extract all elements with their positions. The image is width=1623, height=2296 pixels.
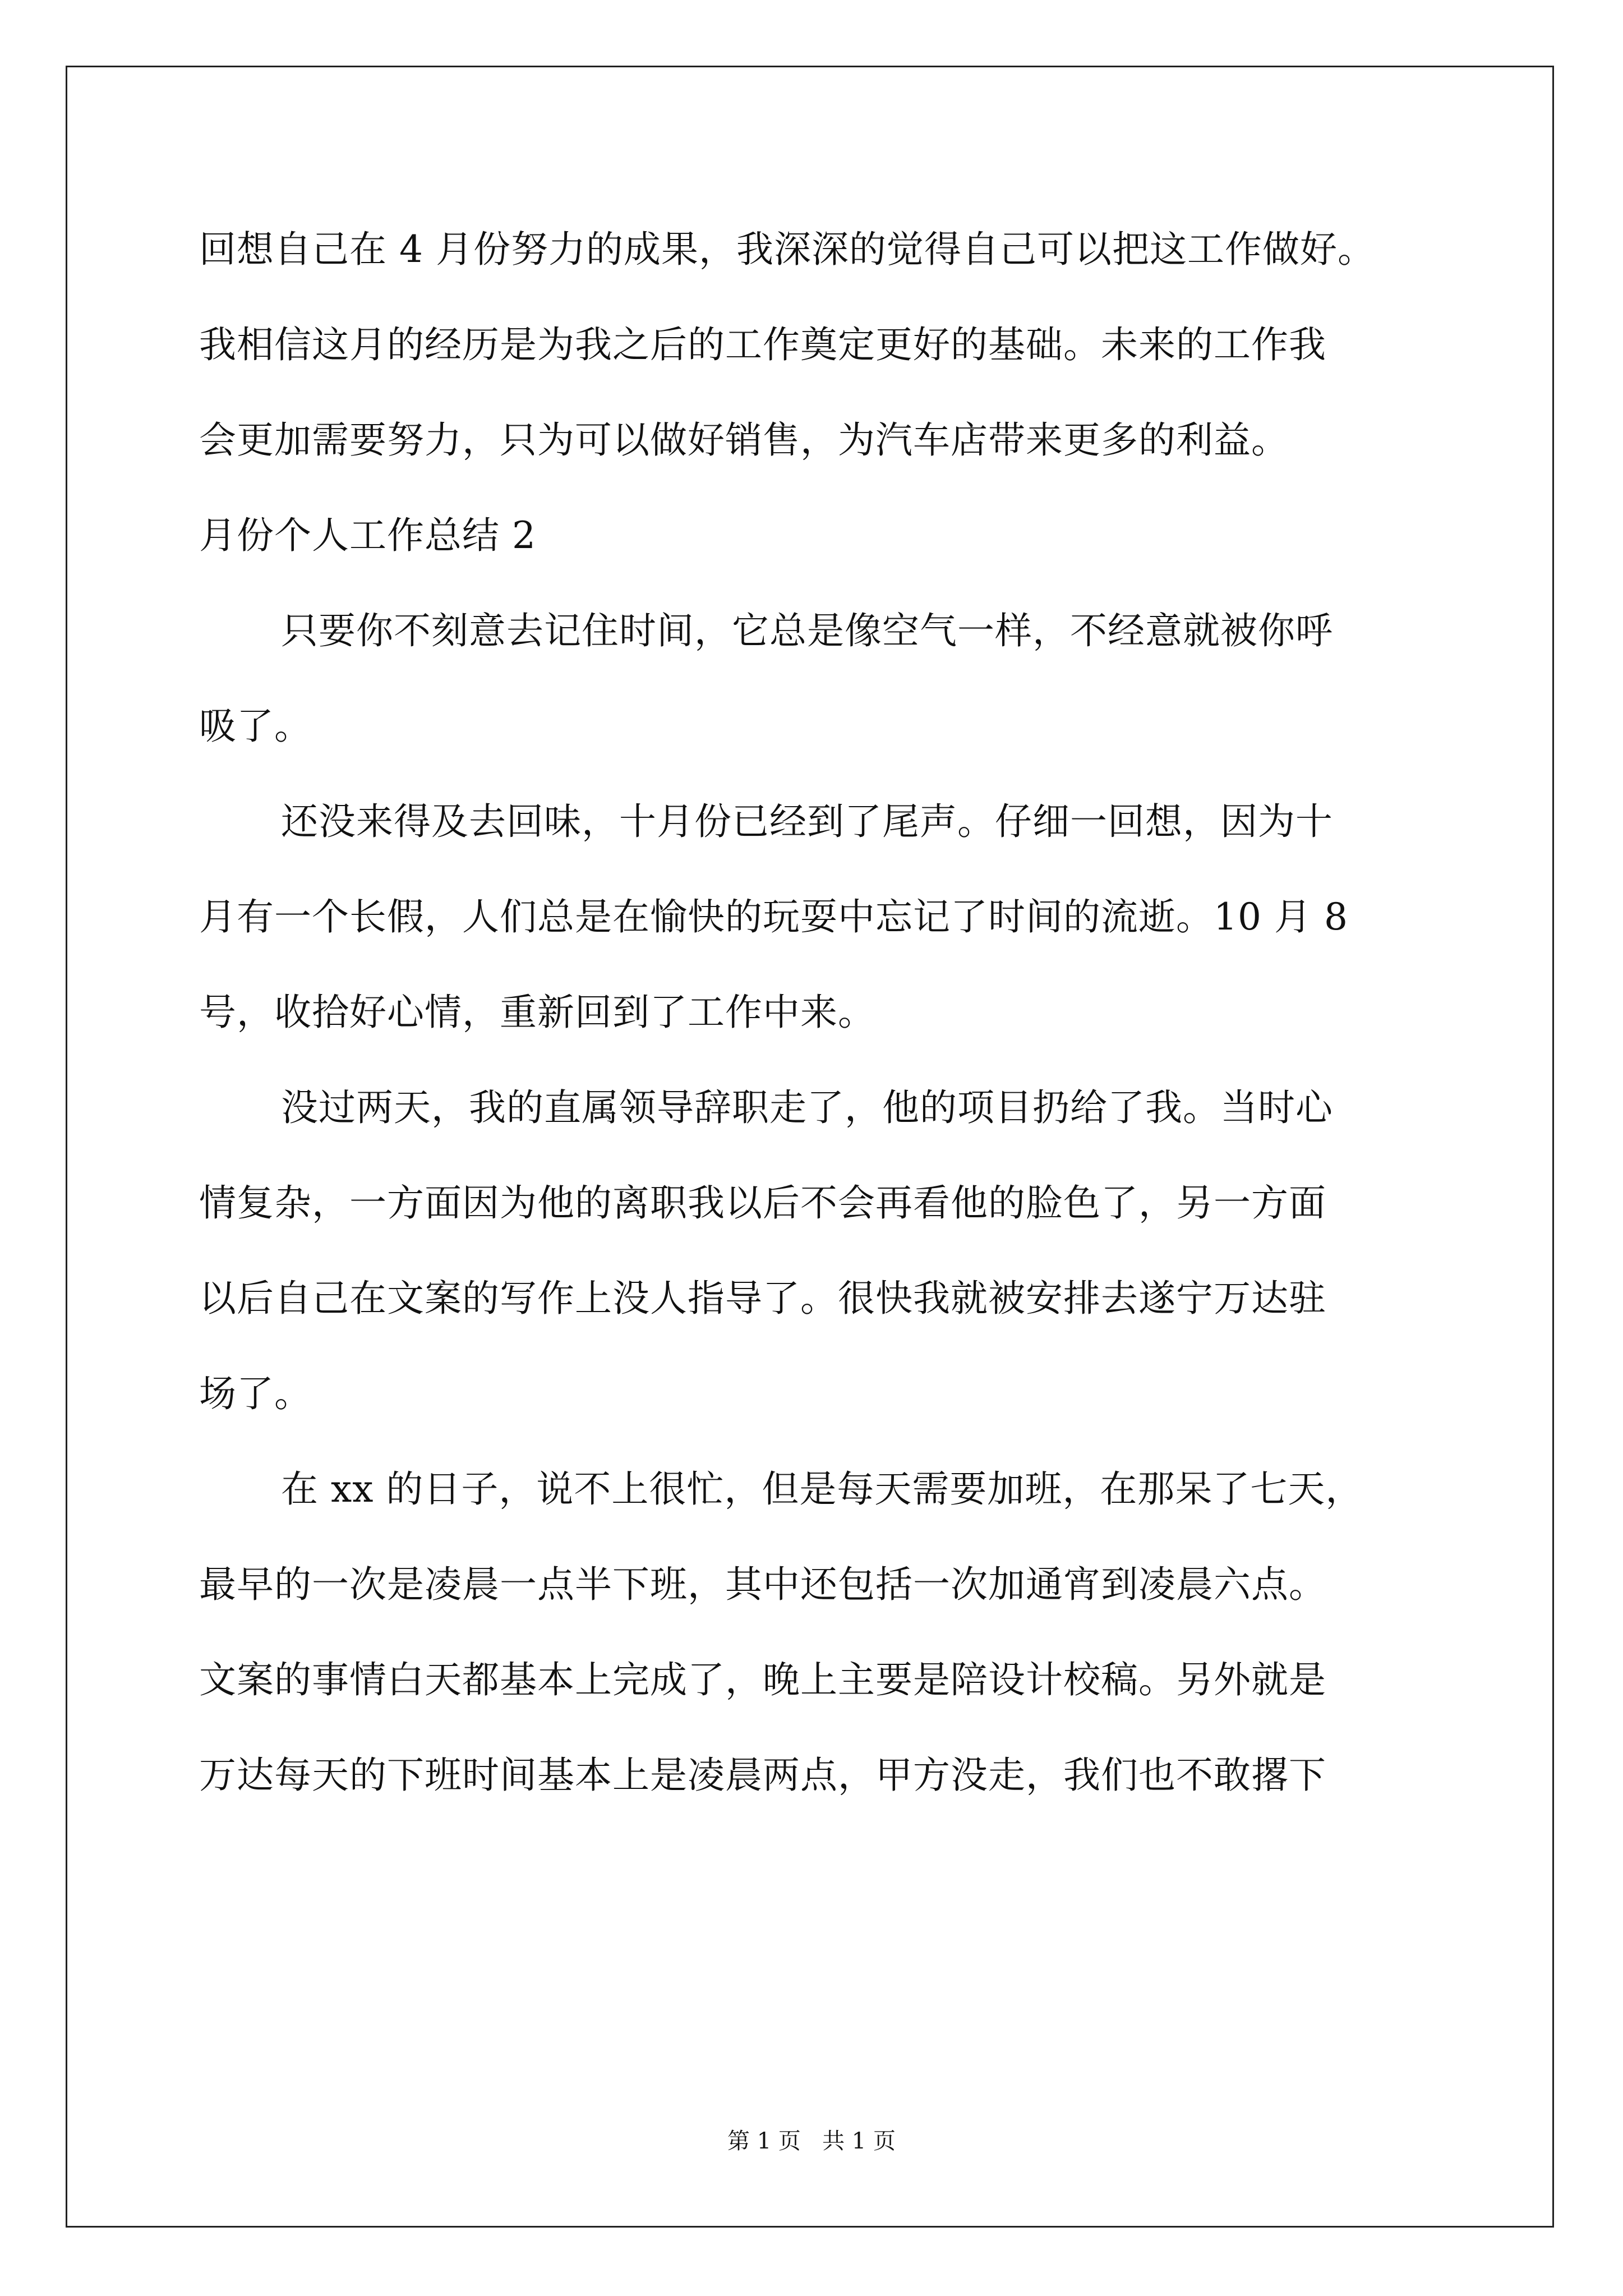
text-line: 会更加需要努力，只为可以做好销售，为汽车店带来更多的利益。 <box>199 418 1289 462</box>
text-line: 在 xx 的日子，说不上很忙，但是每天需要加班，在那呆了七天， <box>281 1467 1363 1511</box>
text-line: 以后自己在文案的写作上没人指导了。很快我就被安排去遂宁万达驻 <box>199 1277 1326 1320</box>
text-line: 号，收拾好心情，重新回到了工作中来。 <box>199 991 875 1034</box>
page-border <box>66 66 1554 2228</box>
text-line: 万达每天的下班时间基本上是凌晨两点，甲方没走，我们也不敢撂下 <box>199 1754 1326 1797</box>
text-line: 场了。 <box>199 1372 312 1415</box>
section-heading: 月份个人工作总结 2 <box>199 514 536 557</box>
text-line: 月有一个长假，人们总是在愉快的玩耍中忘记了时间的流逝。10 月 8 <box>199 895 1348 938</box>
page-footer: 第 1 页 共 1 页 <box>727 2128 896 2154</box>
text-line: 情复杂，一方面因为他的离职我以后不会再看他的脸色了，另一方面 <box>199 1181 1326 1225</box>
text-line: 没过两天，我的直属领导辞职走了，他的项目扔给了我。当时心 <box>281 1086 1333 1129</box>
text-line: 吸了。 <box>199 705 312 748</box>
text-line: 只要你不刻意去记住时间，它总是像空气一样，不经意就被你呼 <box>281 609 1333 652</box>
text-line: 我相信这月的经历是为我之后的工作奠定更好的基础。未来的工作我 <box>199 323 1326 366</box>
text-line: 回想自己在 4 月份努力的成果，我深深的觉得自己可以把这工作做好。 <box>199 228 1375 271</box>
text-line: 还没来得及去回味，十月份已经到了尾声。仔细一回想，因为十 <box>281 800 1333 843</box>
text-line: 最早的一次是凌晨一点半下班，其中还包括一次加通宵到凌晨六点。 <box>199 1563 1326 1606</box>
text-line: 文案的事情白天都基本上完成了，晚上主要是陪设计校稿。另外就是 <box>199 1658 1326 1701</box>
